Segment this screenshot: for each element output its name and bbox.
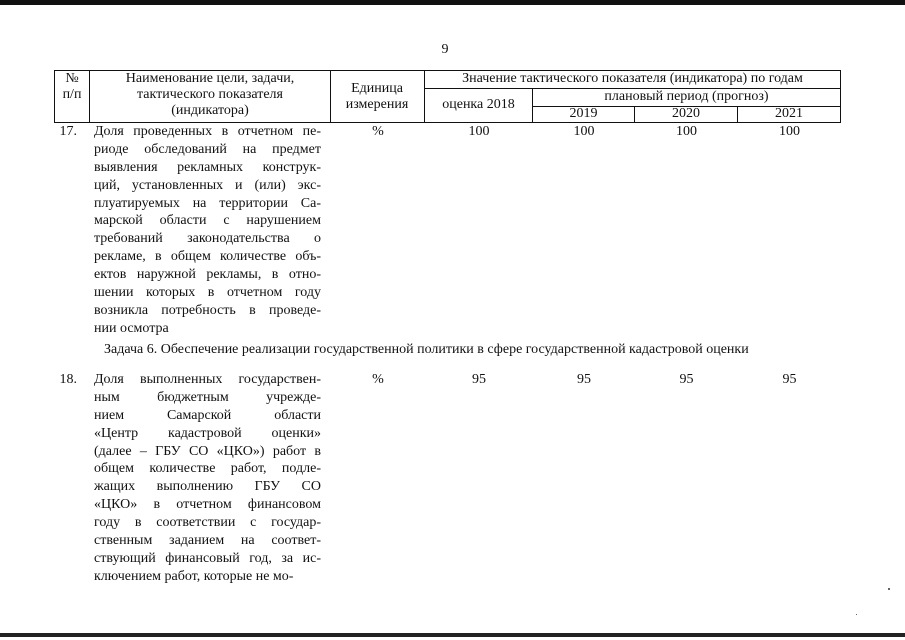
row-17-2020: 100	[676, 124, 697, 139]
row-18-number: 18.	[59, 372, 77, 387]
header-vline-2	[330, 70, 331, 123]
description-line: «ЦКО» в отчетном финансовом	[94, 497, 321, 513]
description-line: выявления рекламных конструк-	[94, 159, 321, 175]
description-line: Доля выполненных государствен-	[94, 372, 321, 387]
task-heading: Задача 6. Обеспечение реализации государственной политики в сфере государственной кадастровой оценки	[104, 342, 749, 357]
row-18-2019: 95	[577, 372, 591, 387]
scan-speck	[888, 588, 890, 590]
description-line: нии осмотра	[94, 320, 169, 336]
row-17-estimate: 100	[468, 124, 490, 139]
description-line: плуатируемых на территории Са-	[94, 195, 321, 211]
row-17-unit: %	[372, 124, 384, 139]
description-line: марской области с нарушением	[94, 213, 321, 229]
description-line: «Центр кадастровой оценки»	[94, 425, 321, 441]
description-line: жащих выполнению ГБУ СО	[94, 479, 321, 495]
row-17-2019: 100	[573, 124, 595, 139]
description-line: году в соответствии с государ-	[94, 515, 321, 531]
description-line: ствующий финансовый год, за ис-	[94, 550, 321, 566]
header-unit: Единица измерения	[345, 81, 409, 112]
row-18-unit: %	[372, 372, 384, 387]
row-18-estimate: 95	[472, 372, 486, 387]
description-line: (далее – ГБУ СО «ЦКО») работ в	[94, 443, 321, 459]
header-year-2020: 2020	[672, 106, 700, 121]
row-18-description	[94, 371, 321, 586]
header-planned: плановый период (прогноз)	[604, 89, 769, 104]
row-18-2021: 95	[782, 372, 797, 387]
description-line: ключением работ, которые не мо-	[94, 568, 294, 584]
header-estimate: оценка 2018	[442, 97, 515, 112]
header-year-2021: 2021	[775, 106, 803, 121]
header-year-2019: 2019	[569, 106, 598, 121]
top-border	[0, 0, 905, 5]
header-vline-7	[840, 70, 841, 123]
row-18-2020: 95	[679, 372, 694, 387]
description-line: рекламе, в общем количестве объ-	[94, 249, 321, 265]
description-line: ственным заданием на соответ-	[94, 533, 321, 549]
bottom-border	[0, 633, 905, 637]
header-name: Наименование цели, задачи, тактического показателя (индикатора)	[125, 71, 295, 118]
description-line: Доля проведенных в отчетном пе-	[94, 124, 321, 139]
description-line: ций, установленных и (или) экс-	[94, 177, 321, 193]
description-line: ектов наружной рекламы, в отно-	[94, 267, 321, 283]
description-line: возникла потребность в проведе-	[94, 302, 321, 318]
row-17-2021: 100	[779, 124, 800, 139]
scan-speck	[856, 614, 857, 615]
page-number: 9	[441, 42, 449, 57]
description-line: риоде обследований на предмет	[94, 141, 321, 157]
description-line: шении которых в отчетном году	[94, 285, 321, 301]
description-line: общем количестве работ, подле-	[94, 461, 321, 477]
header-num: № п/п	[62, 71, 82, 102]
row-17-number: 17.	[59, 124, 77, 139]
description-line: ным бюджетным учрежде-	[94, 389, 321, 405]
header-vline-1	[89, 70, 90, 123]
description-line: требований законодательства о	[94, 231, 321, 247]
header-value-title: Значение тактического показателя (индикатора) по годам	[462, 71, 803, 86]
row-17-description	[94, 123, 321, 338]
description-line: нием Самарской области	[94, 407, 321, 423]
